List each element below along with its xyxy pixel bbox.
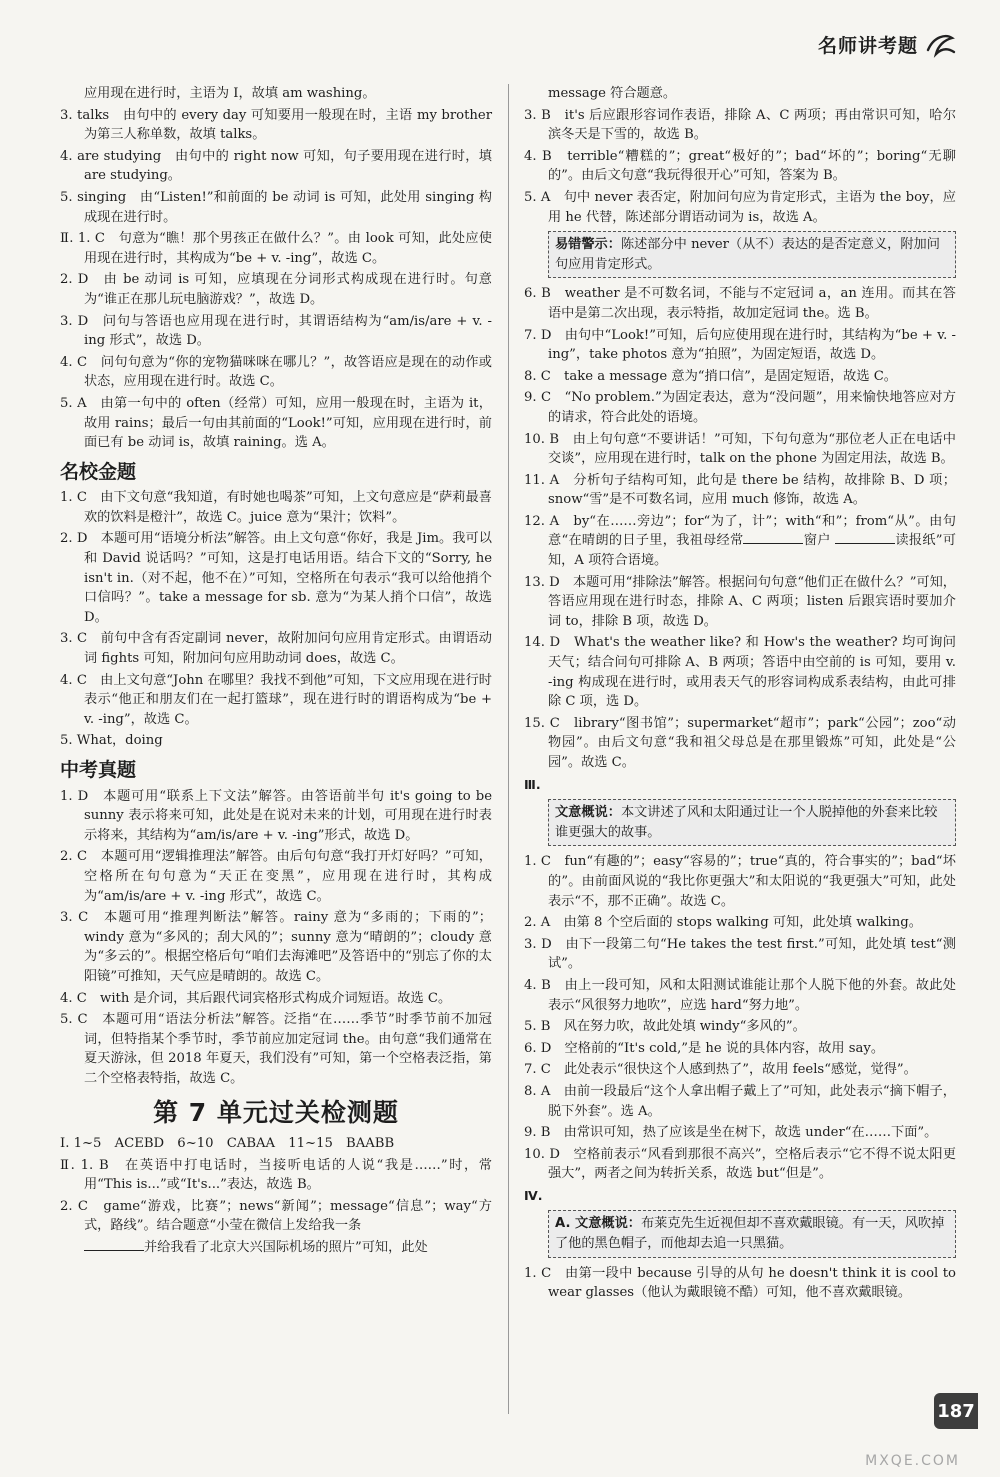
header-title: 名师讲考题 <box>817 34 918 57</box>
fill-blank <box>84 1238 144 1251</box>
answer-paragraph: 9. B 由常识可知，热了应该是坐在树下，故选 under“在……下面”。 <box>524 1125 938 1141</box>
unit-title: 第 7 单元过关检测题 <box>153 1097 399 1127</box>
answer-paragraph: 4. C 由上文句意“John 在哪里？我找不到他”可知，下文应用现在进行时表示“他正和朋友们在一起打篮球”，现在进行时的谓语构成为“be + v. -ing”，故选 C。 <box>60 672 492 727</box>
tip-text: 陈述部分中 never（从不）表达的是否定意义，附加问句应用肯定形式。 <box>555 237 940 272</box>
answer-key-line: Ⅰ. 1~5 ACEBD 6~10 CABAA 11~15 BAABB <box>60 1136 395 1152</box>
answer-paragraph: 3. C 本题可用“推理判断法”解答。rainy 意为“多雨的；下雨的”；windy 意为“多风的；刮大风的”；sunny 意为“晴朗的”；cloudy 意为“多云的”。根据空格后句“咱们去海滩吧”及答语中的“别忘了你的太阳镜”可推知，天气应是晴朗的。故选 C。 <box>60 910 492 984</box>
answer-text: 读报纸”可知，A 项符合语境。 <box>548 533 956 569</box>
section-number: Ⅳ. <box>524 1187 543 1203</box>
answer-paragraph: 9. C “No problem.”为固定表达，意为“没问题”，用来愉快地答应对方的请求，符合此处的语境。 <box>524 390 956 425</box>
answer-text: 窗户 <box>803 533 831 549</box>
answer-paragraph: 5. A 由第一句中的 often（经常）可知，应用一般现在时，主语为 it，故用 rains；最后一句由其前面的“Look!”可知，应用现在进行时，前面已有 be 动词 is，故填 raining。选 A。 <box>60 395 492 451</box>
summary-box <box>548 1210 956 1257</box>
answer-paragraph: 13. D 本题可用“排除法”解答。根据问句句意“他们正在做什么？”可知，答语应用现在进行时态，排除 A、C 两项；listen 后跟宾语时要加介词 to，排除 B 项，故选 D。 <box>524 574 956 629</box>
answer-paragraph: 8. C take a message 意为“捎口信”，是固定短语，故选 C。 <box>524 368 897 384</box>
answer-paragraph <box>60 1197 492 1236</box>
answer-paragraph: 4. C 问句句意为“你的宠物猫咪咪在哪儿？”，故答语应是现在的动作或状态，应用现在进行时。故选 C。 <box>60 354 492 390</box>
tip-label: 易错警示： <box>555 237 621 253</box>
answer-paragraph: 4. are studying 由句中的 right now 可知，句子要用现在进行时，填 are studying。 <box>60 148 492 184</box>
answer-paragraph: 6. D 空格前的“It's cold,”是 he 说的具体内容，故用 say。 <box>524 1040 885 1056</box>
answer-text: 2. C game“游戏，比赛”；news“新闻”；message“信息”；way“方式，路线”。结合题意“小莹在微信上发给我一条 <box>60 1198 492 1234</box>
fill-blank <box>743 531 803 544</box>
answer-paragraph: 1. C 由第一段中 because 引导的从句 he doesn't think it is cool to wear glasses（他认为戴眼镜不酷）可知，他不喜欢戴眼镜。 <box>524 1265 956 1301</box>
summary-box <box>548 799 956 846</box>
section-number: Ⅲ. <box>524 776 541 792</box>
section-heading: 名校金题 <box>60 460 137 483</box>
answer-paragraph: 14. D What's the weather like? 和 How's the weather? 均可询问天气；结合问句可排除 A、B 两项；答语中由空前的 is 可知，要用 v. -ing 构成现在进行时，或用表天气的形容词构成系表结构，由此可排除 C 项，选 D。 <box>524 635 956 710</box>
answer-paragraph: 2. C 本题可用“逻辑推理法”解答。由后句句意“我打开灯好吗？”可知，空格所在句句意为“天正在变黑”，应用现在进行时，其构成为“am/is/are + v. -ing 形式”，故选 C。 <box>60 849 492 904</box>
answer-paragraph <box>524 512 956 571</box>
watermark: MXQE.COM <box>865 1453 960 1469</box>
answer-paragraph: 11. A 分析句子结构可知，此句是 there be 结构，故排除 B、D 项；snow“雪”是不可数名词，应用 much 修饰，故选 A。 <box>524 472 956 508</box>
summary-text: 布莱克先生近视但却不喜欢戴眼镜。有一天，风吹掉了他的黑色帽子，而他却去追一只黑猫。 <box>555 1216 945 1252</box>
answer-paragraph: 5. What，doing <box>60 733 163 749</box>
summary-label: 文意概说： <box>555 805 621 821</box>
answer-paragraph: 1. C 由下文句意“我知道，有时她也喝茶”可知，上文句意应是“萨莉最喜欢的饮料是橙汁”，故选 C。juice 意为“果汁；饮料”。 <box>60 490 492 525</box>
answer-paragraph: 2. D 本题可用“语境分析法”解答。由上文句意“你好，我是 Jim。我可以和 David 说话吗？”可知，这是打电话用语。结合下文的“Sorry, he isn't in.（对不起，他不在）”可知，空格所在句表示“我可以给他捎个口信吗？”。take a message for sb. 意为“为某人捎个口信”，故选 D。 <box>60 531 492 625</box>
page-header <box>818 28 956 60</box>
answer-paragraph: 3. B it's 后应跟形容词作表语，排除 A、C 两项；再由常识可知，哈尔滨冬天是下雪的，故选 B。 <box>524 107 956 143</box>
answer-paragraph: 5. A 句中 never 表否定，附加问句应为肯定形式，主语为 the boy，应用 he 代替，陈述部分谓语动词为 is，故选 A。 <box>524 189 956 225</box>
fill-blank <box>835 531 895 544</box>
summary-text: 本文讲述了风和太阳通过让一个人脱掉他的外套来比较谁更强大的故事。 <box>555 805 938 840</box>
column-divider <box>508 84 509 1414</box>
answer-paragraph: 15. C library“图书馆”；supermarket“超市”；park“公园”；zoo“动物园”。由后文句意“我和祖父母总是在那里锻炼”可知，此处是“公园”。故选 C。 <box>524 715 956 770</box>
brush-logo-icon <box>924 28 956 60</box>
answer-paragraph <box>60 1238 492 1258</box>
answer-paragraph: 2. D 由 be 动词 is 可知，应填现在分词形式构成现在进行时。句意为“谁正在那儿玩电脑游戏？”，故选 D。 <box>60 272 492 307</box>
answer-paragraph: 3. talks 由句中的 every day 可知要用一般现在时，主语 my brother 为第三人称单数，故填 talks。 <box>60 107 492 143</box>
answer-paragraph: 3. D 问句与答语也应用现在进行时，其谓语结构为“am/is/are + v. -ing 形式”，故选 D。 <box>60 313 492 349</box>
right-column <box>524 84 956 1305</box>
answer-paragraph: 4. B 由上一段可知，风和太阳测试谁能让那个人脱下他的外套。故此处表示“风很努力地吹”，应选 hard“努力地”。 <box>524 977 956 1013</box>
answer-paragraph: message 符合题意。 <box>548 86 677 101</box>
answer-paragraph: 4. C with 是介词，其后跟代词宾格形式构成介词短语。故选 C。 <box>60 990 452 1006</box>
answer-paragraph: 7. C 此处表示“很快这个人感到热了”，故用 feels“感觉，觉得”。 <box>524 1062 917 1078</box>
answer-paragraph: 5. singing 由“Listen!”和前面的 be 动词 is 可知，此处用 singing 构成现在进行时。 <box>60 189 492 225</box>
answer-paragraph: 1. C fun“有趣的”；easy“容易的”；true“真的，符合事实的”；bad“坏的”。由前面风说的“我比你更强大”和太阳说的“我更强大”可知，此处表示“不，那不正确”。故选 C。 <box>524 854 956 909</box>
answer-paragraph: 3. D 由下一段第二句“He takes the test first.”可知，此处填 test“测试”。 <box>524 936 956 972</box>
left-column <box>60 84 492 1260</box>
section-iv <box>524 1186 956 1258</box>
answer-text: 并给我看了北京大兴国际机场的照片”可知，此处 <box>144 1240 428 1256</box>
answer-text: 12. A by“在……旁边”；for“为了，计”；with“和”；from“从”。由句意“在晴朗的日子里，我祖母经常 <box>524 513 956 549</box>
answer-paragraph: 5. B 风在努力吹，故此处填 windy“多风的”。 <box>524 1019 806 1035</box>
summary-label: A. 文意概说： <box>555 1216 641 1232</box>
section-iii <box>524 775 956 847</box>
answer-paragraph: 8. A 由前一段最后“这个人拿出帽子戴上了”可知，此处表示“摘下帽子，脱下外套”。选 A。 <box>524 1083 956 1119</box>
answer-paragraph: 10. D 空格前表示“风看到那很不高兴”，空格后表示“它不得不说太阳更强大”，两者之间为转折关系，故选 but“但是”。 <box>524 1146 956 1182</box>
section-heading: 中考真题 <box>60 759 137 781</box>
answer-paragraph: 4. B terrible“糟糕的”；great“极好的”；bad“坏的”；boring“无聊的”。由后文句意“我玩得很开心”可知，答案为 B。 <box>524 148 956 184</box>
answer-paragraph: Ⅱ. 1. C 句意为“瞧！那个男孩正在做什么？”。由 look 可知，此处应使用现在进行时，其构成为“be + v. -ing”，故选 C。 <box>60 231 492 266</box>
answer-paragraph: 3. C 前句中含有否定副词 never，故附加问句应用肯定形式。由谓语动词 fights 可知，附加问句应用助动词 does，故选 C。 <box>60 631 492 667</box>
answer-paragraph: Ⅱ. 1. B 在英语中打电话时，当接听电话的人说“我是……”时，常用“This is...”或“It's...”表达，故选 B。 <box>60 1157 492 1193</box>
answer-paragraph: 应用现在进行时，主语为 I，故填 am washing。 <box>84 86 376 101</box>
answer-paragraph: 6. B weather 是不可数名词，不能与不定冠词 a，an 连用。而其在答语中是第二次出现，表示特指，故加定冠词 the。选 B。 <box>524 286 956 321</box>
answer-paragraph: 1. D 本题可用“联系上下文法”解答。由答语前半句 it's going to be sunny 表示将来可知，此处是在说对未来的计划，可用现在进行时表示将来，其结构为“am/is/are + v. -ing”形式，故选 D。 <box>60 788 492 843</box>
error-tip-box <box>548 231 956 278</box>
answer-paragraph: 7. D 由句中“Look!”可知，后句应使用现在进行时，其结构为“be + v. -ing”，take photos 意为“拍照”，为固定短语，故选 D。 <box>524 327 956 363</box>
answer-paragraph: 5. C 本题可用“语法分析法”解答。泛指“在……季节”时季节前不加冠词，但特指某个季节时，季节前应加定冠词 the。由句意“我们通常在夏天游泳，但 2018 年夏天，我们没有”可知，第一个空格表泛指，第二个空格表特指，故选 C。 <box>60 1012 492 1086</box>
page-number: 187 <box>934 1393 978 1429</box>
answer-paragraph: 2. A 由第 8 个空后面的 stops walking 可知，此处填 walking。 <box>524 915 922 931</box>
answer-paragraph: 10. B 由上句句意“不要讲话！”可知，下句句意为“那位老人正在电话中交谈”，应用现在进行时，talk on the phone 为固定用法，故选 B。 <box>524 431 956 467</box>
